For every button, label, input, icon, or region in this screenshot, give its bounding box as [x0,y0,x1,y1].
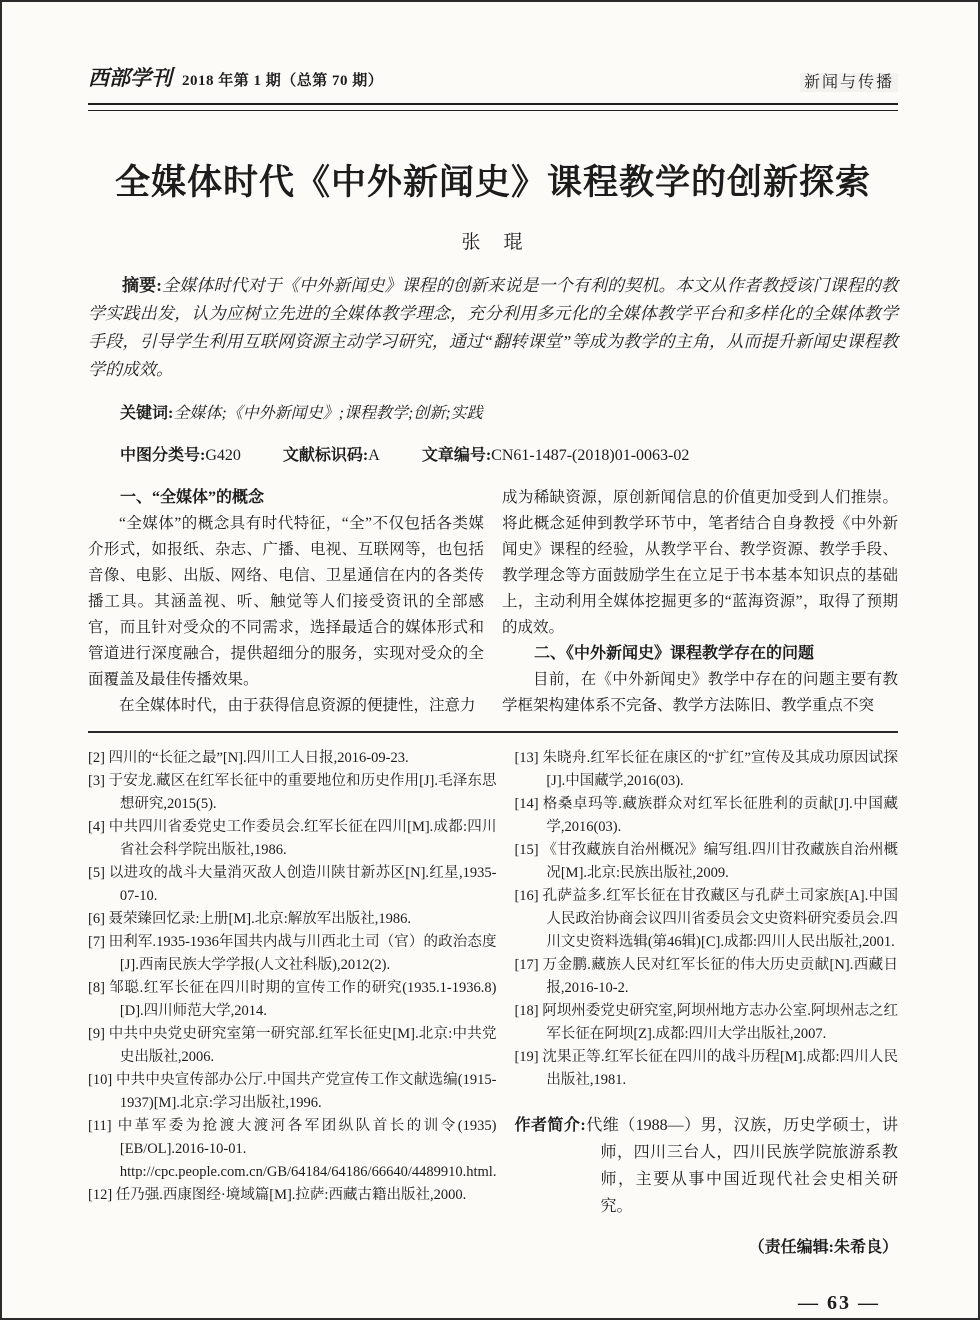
reference-item: [2] 四川的“长征之最”[N].四川工人日报,2016-09-23. [88,750,409,767]
section-label: 新闻与传播 [800,73,898,92]
section-heading-2: 二、《中外新闻史》课程教学存在的问题 [534,645,815,663]
reference-item: [8] 邹聪.红军长征在四川时期的宣传工作的研究(1935.1-1936.8)[D].四川师范大学,2014. [88,980,497,1020]
abstract-text: 全媒体时代对于《中外新闻史》课程的创新来说是一个有利的契机。本文从作者教授该门课程的教学实践出发，认为应树立先进的全媒体教学理念，充分利用多元化的全媒体教学平台和多样化的全媒体教学手段，引导学生利用互联网资源主动学习研究，通过“翻转课堂”等成为教学的主角，从而提升新闻史课程教学的成效。 [88,276,898,380]
body-column-left [88,485,484,719]
clc-label: 中图分类号: [120,447,206,465]
reference-item: [11] 中革军委为抢渡大渡河各军团纵队首长的训令(1935)[EB/OL].2016-10-01. http://cpc.people.com.cn/GB/64184/64186/66640/4489910.html. [88,1118,497,1181]
meta-line [88,443,898,469]
references-column-left [88,747,496,1276]
abstract-label: 摘要: [122,276,162,296]
article-title: 全媒体时代《中外新闻史》课程教学的创新探索 [114,162,871,203]
abstract [88,272,898,384]
author-name: 张 琨 [461,232,525,254]
keywords-line [88,401,898,427]
section-heading-1: 一、“全媒体”的概念 [120,489,265,507]
keywords-text: 全媒体;《中外新闻史》;课程教学;创新;实践 [173,405,483,423]
page-number: — 63 — [798,1292,880,1315]
reference-item: [10] 中共中央宣传部办公厅.中国共产党宣传工作文献选编(1915-1937)[M].北京:学习出版社,1996. [88,1072,497,1112]
author-bio-text: 代维（1988—）男，汉族，历史学硕士，讲师，四川三台人，四川民族学院旅游系教师，主要从事中国近现代社会史相关研究。 [585,1117,898,1216]
reference-item: [14] 格桑卓玛等.藏族群众对红军长征胜利的贡献[J].中国藏学,2016(03). [514,796,898,836]
keywords-label: 关键词: [120,405,174,423]
header-left [88,62,383,92]
reference-item: [17] 万金鹏.藏族人民对红军长征的伟大历史贡献[N].西藏日报,2016-10-2. [514,957,898,997]
page-header [88,64,898,92]
references-column-right [514,747,898,1276]
author-bio-label: 作者简介: [514,1117,586,1135]
body-column-right [502,485,898,719]
reference-item: [13] 朱晓舟.红军长征在康区的“扩红”宣传及其成功原因试探[J].中国藏学,2016(03). [514,750,898,790]
reference-item: [3] 于安龙.藏区在红军长征中的重要地位和历史作用[J].毛泽东思想研究,2015(5). [88,773,497,813]
reference-item: [4] 中共四川省委党史工作委员会.红军长征在四川[M].成都:四川省社会科学院出版社,1986. [88,819,497,859]
body-columns [88,485,898,719]
reference-item: [16] 孔萨益多.红军长征在甘孜藏区与孔萨土司家族[A].中国人民政治协商会议四川省委员会文史资料研究委员会.四川文史资料选辑(第46辑)[C].成都:四川人民出版社,2001. [514,888,898,951]
reference-item: [15] 《甘孜藏族自治州概况》编写组.四川甘孜藏族自治州概况[M].北京:民族出版社,2009. [514,842,898,882]
article-id-label: 文章编号: [421,447,492,465]
reference-item: [6] 聂荣臻回忆录:上册[M].北京:解放军出版社,1986. [88,911,412,928]
reference-item: [7] 田利军.1935-1936年国共内战与川西北土司（官）的政治态度[J].西南民族大学学报(人文社科版),2012(2). [88,934,497,974]
clc-segment [120,447,241,464]
editor-note: （责任编辑:朱希良） [748,1239,898,1257]
header-divider [88,103,898,111]
issue-info: 2018 年第 1 期（总第 70 期） [182,73,384,89]
references-divider [88,731,898,733]
doc-code-value: A [368,447,380,465]
article-id-value: CN61-1487-(2018)01-0063-02 [491,447,690,465]
reference-item: [19] 沈果正等.红军长征在四川的战斗历程[M].成都:四川人民出版社,1981. [514,1049,898,1089]
doc-code-segment [283,447,380,464]
body-paragraph: “全媒体”的概念具有时代特征，“全”不仅包括各类媒介形式，如报纸、杂志、广播、电视、互联网等，也包括音像、电影、出版、网络、电信、卫星通信在内的各类传播工具。其涵盖视、听、触觉等人们接受资讯的全部感官，而且针对受众的不同需求，选择最适合的媒体形式和管道进行深度融合，提供超细分的服务，实现对受众的全面覆盖及最佳传播效果。 [88,515,484,689]
header-right [800,69,898,92]
body-paragraph: 在全媒体时代，由于获得信息资源的便捷性，注意力 [119,697,476,715]
references [88,747,898,1276]
reference-item: [18] 阿坝州委党史研究室,阿坝州地方志办公室.阿坝州志之红军长征在阿坝[Z].成都:四川大学出版社,2007. [514,1003,898,1043]
article-id-segment [422,447,690,464]
clc-value: G420 [205,447,241,465]
doc-code-label: 文献标识码: [282,447,369,465]
author-bio [514,1112,898,1220]
reference-item: [5] 以进攻的战斗大量消灭敌人创造川陕甘新苏区[N].红星,1935-07-10. [88,865,497,905]
journal-name: 西部学刊 [88,65,172,90]
reference-item: [12] 任乃强.西康图经·境域篇[M].拉萨:西藏古籍出版社,2000. [88,1187,467,1204]
reference-item: [9] 中共中央党史研究室第一研究部.红军长征史[M].北京:中共党史出版社,2006. [88,1026,497,1066]
body-paragraph: 目前，在《中外新闻史》教学中存在的问题主要有教学框架构建体系不完备、教学方法陈旧、教学重点不突 [502,671,898,715]
body-paragraph: 成为稀缺资源，原创新闻信息的价值更加受到人们推崇。将此概念延伸到教学环节中，笔者结合自身教授《中外新闻史》课程的经验，从教学平台、教学资源、教学手段、教学理念等方面鼓励学生在立足于书本基本知识点的基础上，主动利用全媒体挖掘更多的“蓝海资源”，取得了预期的成效。 [502,489,898,637]
